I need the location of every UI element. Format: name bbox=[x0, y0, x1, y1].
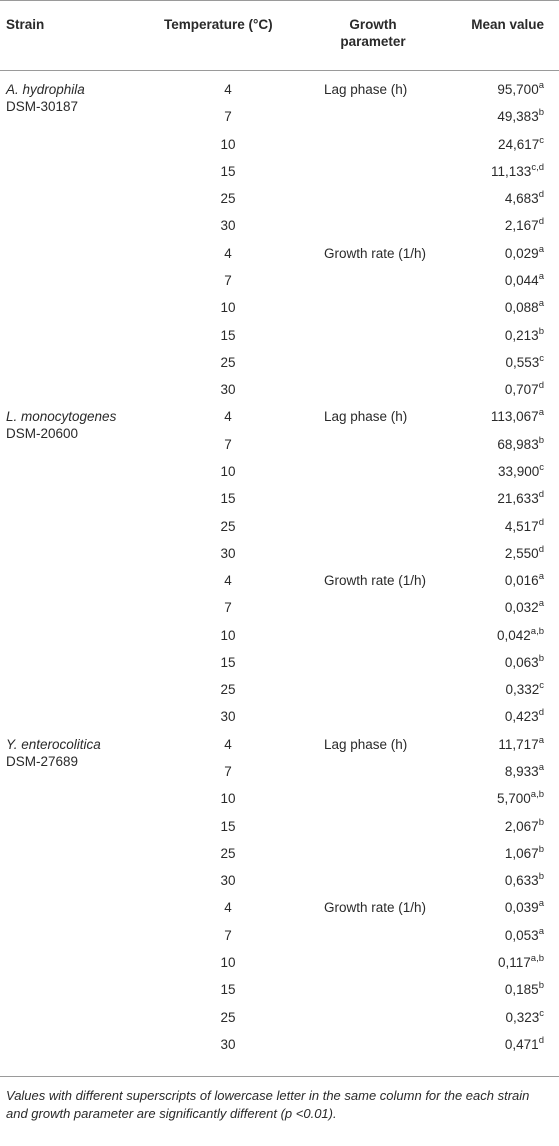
temperature-cell: 10 bbox=[220, 955, 236, 970]
mean-value-cell bbox=[505, 545, 544, 562]
mean-value: 5,700 bbox=[496, 791, 531, 807]
mean-value-cell bbox=[505, 354, 544, 371]
table-row bbox=[0, 545, 559, 571]
significance-superscript: b bbox=[538, 980, 544, 992]
table-row bbox=[0, 681, 559, 707]
mean-value: 0,053 bbox=[504, 927, 539, 943]
temperature-cell: 10 bbox=[220, 791, 236, 807]
mean-value: 2,550 bbox=[504, 545, 539, 561]
mean-value-cell bbox=[505, 299, 544, 316]
table-row bbox=[0, 763, 559, 789]
temperature-cell: 4 bbox=[224, 245, 232, 261]
mean-value-cell bbox=[497, 81, 544, 98]
temperature-cell: 25 bbox=[220, 191, 236, 207]
table-row bbox=[0, 927, 559, 953]
table-row bbox=[0, 872, 559, 898]
significance-superscript: d bbox=[538, 380, 544, 392]
temperature-cell: 7 bbox=[224, 600, 232, 616]
significance-superscript: d bbox=[538, 216, 544, 228]
significance-superscript: a bbox=[538, 925, 544, 937]
mean-value-cell bbox=[498, 954, 544, 971]
top-rule bbox=[0, 0, 559, 1]
temperature-cell: 10 bbox=[220, 463, 236, 479]
mean-value: 2,067 bbox=[504, 818, 539, 834]
significance-superscript: c bbox=[539, 680, 544, 692]
table-row bbox=[0, 463, 559, 489]
bottom-rule bbox=[0, 1076, 559, 1077]
temperature-cell: 30 bbox=[220, 709, 236, 725]
growth-parameter-cell: Lag phase (h) bbox=[324, 82, 408, 97]
mean-value: 0,471 bbox=[504, 1036, 539, 1052]
mean-value: 0,044 bbox=[504, 273, 539, 288]
growth-parameter-cell: Growth rate (1/h) bbox=[324, 245, 427, 261]
significance-superscript: c bbox=[539, 461, 544, 473]
temperature-cell: 25 bbox=[220, 1009, 236, 1025]
strain-name: A. hydrophila bbox=[6, 82, 85, 97]
mean-value: 0,633 bbox=[504, 873, 539, 889]
mean-value-cell bbox=[497, 790, 544, 807]
table-row bbox=[0, 1036, 559, 1062]
significance-superscript: a bbox=[538, 271, 544, 282]
mean-value: 11,133 bbox=[491, 163, 532, 179]
mean-value-cell bbox=[505, 927, 544, 944]
mean-value-cell bbox=[497, 627, 544, 644]
temperature-cell: 7 bbox=[224, 436, 232, 452]
table-row bbox=[0, 954, 559, 980]
table-row bbox=[0, 299, 559, 325]
table-row bbox=[0, 790, 559, 816]
table-row bbox=[0, 490, 559, 516]
table-row bbox=[0, 734, 559, 769]
table-row bbox=[0, 981, 559, 1007]
table-row bbox=[0, 654, 559, 680]
mean-value: 68,983 bbox=[497, 436, 539, 452]
growth-parameter-cell: Growth rate (1/h) bbox=[324, 900, 427, 916]
temperature-cell: 7 bbox=[224, 764, 232, 779]
mean-value-cell bbox=[505, 681, 544, 698]
table-row bbox=[0, 245, 559, 271]
table-row bbox=[0, 80, 559, 114]
mean-value-cell bbox=[505, 845, 544, 862]
significance-superscript: a bbox=[538, 571, 544, 582]
mean-value: 2,167 bbox=[504, 218, 539, 234]
temperature-cell: 7 bbox=[224, 927, 232, 943]
temperature-cell: 25 bbox=[220, 354, 236, 370]
significance-superscript: b bbox=[538, 843, 544, 855]
mean-value-cell bbox=[505, 245, 544, 262]
strain-name: L. monocytogenes bbox=[6, 409, 117, 425]
mean-value: 4,683 bbox=[504, 191, 539, 207]
mean-value-cell bbox=[505, 818, 544, 835]
table-row bbox=[0, 163, 559, 189]
temperature-cell: 30 bbox=[220, 545, 236, 561]
mean-value-cell bbox=[505, 763, 544, 780]
mean-value-cell bbox=[505, 381, 544, 398]
mean-value: 95,700 bbox=[497, 82, 539, 97]
mean-value: 0,088 bbox=[504, 300, 539, 316]
growth-parameter-cell: Lag phase (h) bbox=[324, 736, 408, 752]
table-row bbox=[0, 845, 559, 871]
significance-superscript: b bbox=[538, 816, 544, 828]
strain-name: Y. enterocolitica bbox=[6, 736, 101, 752]
significance-superscript: c bbox=[539, 352, 544, 364]
temperature-cell: 10 bbox=[220, 627, 236, 643]
mean-value-cell bbox=[505, 599, 544, 616]
mean-value-cell bbox=[505, 190, 544, 207]
mean-value-cell bbox=[497, 108, 544, 125]
significance-superscript: c bbox=[539, 1007, 544, 1019]
significance-superscript: a bbox=[538, 80, 544, 91]
mean-value: 0,117 bbox=[498, 955, 531, 970]
temperature-cell: 15 bbox=[220, 654, 236, 670]
mean-value: 0,323 bbox=[505, 1009, 540, 1025]
mean-value: 21,633 bbox=[497, 491, 539, 507]
significance-superscript: a,b bbox=[530, 625, 544, 637]
growth-parameter-cell: Lag phase (h) bbox=[324, 409, 408, 425]
mean-value-cell bbox=[497, 490, 544, 507]
temperature-cell: 4 bbox=[224, 736, 232, 752]
significance-superscript: d bbox=[538, 189, 544, 201]
mean-value-cell bbox=[505, 1009, 544, 1026]
table-row bbox=[0, 899, 559, 925]
significance-superscript: a bbox=[538, 298, 544, 310]
mean-value-cell bbox=[505, 654, 544, 671]
significance-superscript: d bbox=[538, 516, 544, 528]
temperature-cell: 30 bbox=[220, 873, 236, 889]
mean-value: 0,042 bbox=[496, 627, 531, 643]
table-row bbox=[0, 1009, 559, 1035]
header-strain: Strain bbox=[6, 17, 45, 32]
mean-value-cell bbox=[505, 572, 544, 589]
mean-value: 0,032 bbox=[504, 600, 539, 616]
table-row bbox=[0, 436, 559, 462]
temperature-cell: 7 bbox=[224, 109, 232, 125]
table-row bbox=[0, 381, 559, 407]
mean-value: 11,717 bbox=[498, 736, 539, 752]
temperature-cell: 25 bbox=[220, 845, 236, 861]
significance-superscript: a bbox=[538, 407, 544, 419]
mean-value: 0,029 bbox=[504, 245, 539, 261]
mean-value-cell bbox=[505, 327, 544, 344]
mean-value: 0,039 bbox=[504, 900, 539, 916]
temperature-cell: 4 bbox=[224, 900, 232, 916]
temperature-cell: 4 bbox=[224, 573, 232, 588]
header-mean-value: Mean value bbox=[471, 17, 544, 32]
table-row bbox=[0, 708, 559, 734]
temperature-cell: 15 bbox=[220, 163, 236, 179]
significance-superscript: b bbox=[538, 325, 544, 337]
strain-code: DSM-20600 bbox=[6, 426, 79, 442]
mean-value-cell bbox=[491, 408, 544, 425]
temperature-cell: 7 bbox=[224, 273, 232, 288]
table-row bbox=[0, 354, 559, 380]
table-row bbox=[0, 272, 559, 298]
table-row bbox=[0, 627, 559, 653]
mean-value: 0,063 bbox=[504, 654, 539, 670]
mean-value-cell bbox=[498, 136, 544, 153]
significance-superscript: d bbox=[538, 707, 544, 719]
mean-value: 49,383 bbox=[497, 109, 539, 125]
significance-superscript: a,b bbox=[530, 953, 544, 964]
significance-superscript: a bbox=[538, 243, 544, 255]
significance-superscript: d bbox=[538, 489, 544, 501]
mean-value: 8,933 bbox=[504, 764, 539, 779]
table-row bbox=[0, 407, 559, 442]
mean-value: 113,067 bbox=[490, 409, 539, 425]
mean-value-cell bbox=[505, 872, 544, 889]
mean-value-cell bbox=[505, 899, 544, 916]
mean-value: 1,067 bbox=[504, 845, 539, 861]
temperature-cell: 15 bbox=[220, 982, 236, 998]
growth-parameter-cell: Growth rate (1/h) bbox=[324, 573, 427, 588]
strain-code: DSM-27689 bbox=[6, 753, 79, 769]
temperature-cell: 25 bbox=[220, 682, 236, 698]
table-row bbox=[0, 327, 559, 353]
significance-superscript: b bbox=[538, 871, 544, 883]
mean-value: 0,553 bbox=[505, 354, 540, 370]
header-rule bbox=[0, 70, 559, 71]
table-row bbox=[0, 108, 559, 134]
significance-superscript: a bbox=[538, 898, 544, 910]
significance-superscript: d bbox=[538, 1034, 544, 1046]
table-row bbox=[0, 518, 559, 544]
table-row bbox=[0, 136, 559, 162]
mean-value-cell bbox=[505, 518, 544, 535]
header-param-line2: parameter bbox=[340, 34, 406, 49]
mean-value-cell bbox=[498, 736, 544, 753]
mean-value: 0,016 bbox=[504, 573, 539, 588]
significance-superscript: b bbox=[538, 107, 544, 119]
header-param-line1: Growth bbox=[349, 17, 397, 32]
mean-value: 0,332 bbox=[505, 682, 540, 698]
temperature-cell: 25 bbox=[220, 518, 236, 534]
mean-value: 0,423 bbox=[504, 709, 539, 725]
table-row bbox=[0, 818, 559, 844]
mean-value-cell bbox=[497, 436, 544, 453]
mean-value-cell bbox=[505, 217, 544, 234]
temperature-cell: 15 bbox=[220, 491, 236, 507]
significance-superscript: c,d bbox=[531, 161, 544, 173]
temperature-cell: 15 bbox=[220, 327, 236, 343]
mean-value: 0,185 bbox=[504, 982, 539, 998]
temperature-cell: 4 bbox=[224, 82, 232, 97]
significance-superscript: b bbox=[538, 652, 544, 664]
mean-value: 0,707 bbox=[504, 382, 539, 398]
temperature-cell: 30 bbox=[220, 382, 236, 398]
mean-value: 33,900 bbox=[497, 463, 540, 479]
significance-superscript: c bbox=[539, 134, 544, 146]
significance-superscript: a,b bbox=[530, 789, 544, 801]
header-temperature: Temperature (°C) bbox=[164, 17, 273, 32]
significance-superscript: a bbox=[538, 762, 544, 773]
temperature-cell: 10 bbox=[220, 300, 236, 316]
mean-value-cell bbox=[505, 1036, 544, 1053]
temperature-cell: 30 bbox=[220, 218, 236, 234]
mean-value-cell bbox=[505, 708, 544, 725]
table-row bbox=[0, 217, 559, 243]
significance-superscript: b bbox=[538, 434, 544, 446]
mean-value-cell bbox=[491, 163, 544, 180]
header-growth-parameter bbox=[337, 16, 409, 50]
temperature-cell: 30 bbox=[220, 1036, 236, 1052]
table-row bbox=[0, 599, 559, 625]
table-footnote: Values with different superscripts of lowercase letter in the same column for the each strain and growth parameter are significantly different (p <0.01). bbox=[6, 1088, 530, 1121]
mean-value: 4,517 bbox=[504, 518, 539, 534]
temperature-cell: 10 bbox=[220, 136, 236, 152]
mean-value: 24,617 bbox=[497, 136, 540, 152]
strain-code: DSM-30187 bbox=[6, 99, 79, 114]
mean-value-cell bbox=[505, 272, 544, 289]
table-row bbox=[0, 572, 559, 598]
table-row bbox=[0, 190, 559, 216]
significance-superscript: d bbox=[538, 543, 544, 555]
mean-value-cell bbox=[498, 463, 544, 480]
temperature-cell: 4 bbox=[224, 409, 232, 425]
mean-value: 0,213 bbox=[504, 327, 539, 343]
significance-superscript: a bbox=[538, 734, 544, 746]
significance-superscript: a bbox=[538, 598, 544, 610]
mean-value-cell bbox=[505, 981, 544, 998]
temperature-cell: 15 bbox=[220, 818, 236, 834]
